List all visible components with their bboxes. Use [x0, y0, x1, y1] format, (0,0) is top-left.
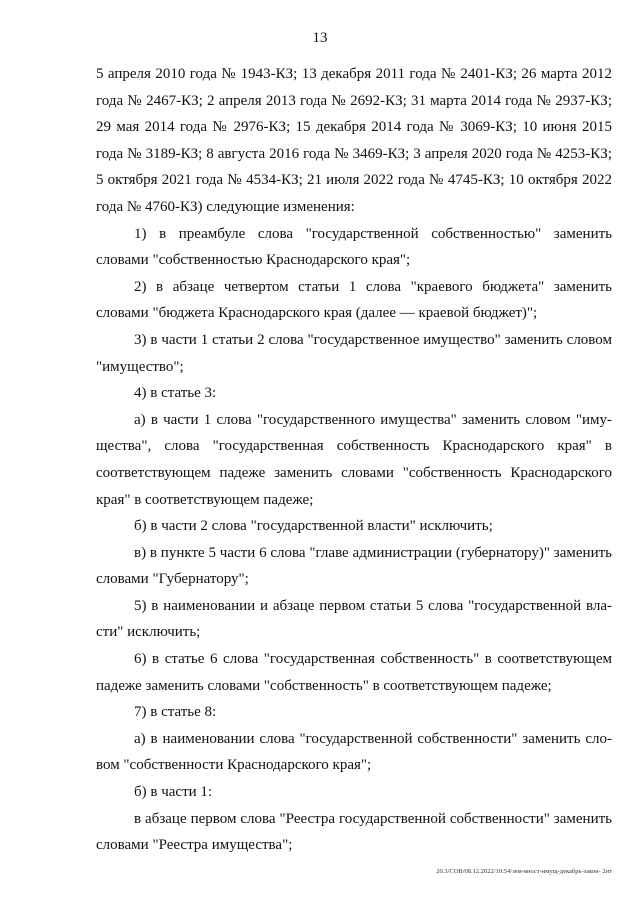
paragraph-4: 4) в статье 3: — [134, 385, 217, 402]
paragraph-4a: а) в части 1 слова "государственного имущества" заменить словом "имущества", слова "государственная собственность Краснодарского края" в соответствующем падеже заменить словами "собственность Краснодарского края" в соответствующем падеже; — [96, 411, 612, 508]
paragraph-1: 1) в преамбуле слова "государственной собственностью" заменить словами "собственностью Краснодарского края"; — [96, 225, 612, 269]
paragraph-7b: б) в части 1: — [134, 784, 213, 801]
paragraph-7b-1: в абзаце первом слова "Реестра государственной собственности" заменить словами "Реестра имущества"; — [96, 810, 612, 854]
paragraph-3: 3) в части 1 статьи 2 слова "государственное имущество" заменить словом "имущество"; — [96, 331, 612, 375]
page-number: 13 — [312, 30, 328, 46]
paragraph-7: 7) в статье 8: — [134, 704, 217, 721]
paragraph-2: 2) в абзаце четвертом статьи 1 слова "краевого бюджета" заменить словами "бюджета Краснодарского края (далее — краевой бюджет)"; — [96, 278, 612, 322]
document-body — [96, 61, 612, 859]
paragraph-4b: б) в части 2 слова "государственной власти" исключить; — [134, 518, 493, 535]
paragraph-6: 6) в статье 6 слова "государственная собственность" в соответствующем падеже заменить словами "собственность" в соответствующем падеже; — [96, 651, 612, 694]
paragraph-7a: а) в наименовании слова "государственной собственности" заменить словом "собственности Краснодарского края"; — [96, 730, 612, 774]
footer-document-code: 20.3/СОВ/08.12.2022/10:54/зем-вност-имущ-декабрь-закон- 2нт — [436, 868, 612, 875]
paragraph-5: 5) в наименовании и абзаце первом статьи 5 слова "государственной власти" исключить; — [96, 597, 612, 641]
intro-paragraph: 5 апреля 2010 года № 1943-КЗ; 13 декабря 2011 года № 2401-КЗ; 26 марта 2012 года № 2467-КЗ; 2 апреля 2013 года № 2692-КЗ; 31 марта 2014 года № 2937-КЗ; 29 мая 2014 года № 2976-КЗ; 15 декабря 2014 года № 3069-КЗ; 10 июня 2015 года № 3189-КЗ; 8 августа 2016 года № 3469-КЗ; 3 апреля 2020 года № 4253-КЗ; 5 октября 2021 года № 4534-КЗ; 21 июля 2022 года № 4745-КЗ; 10 октября 2022 года № 4760-КЗ) следующие изменения: — [96, 66, 612, 215]
paragraph-4v: в) в пункте 5 части 6 слова "главе администрации (губернатору)" заменить словами "Губернатору"; — [96, 544, 612, 588]
